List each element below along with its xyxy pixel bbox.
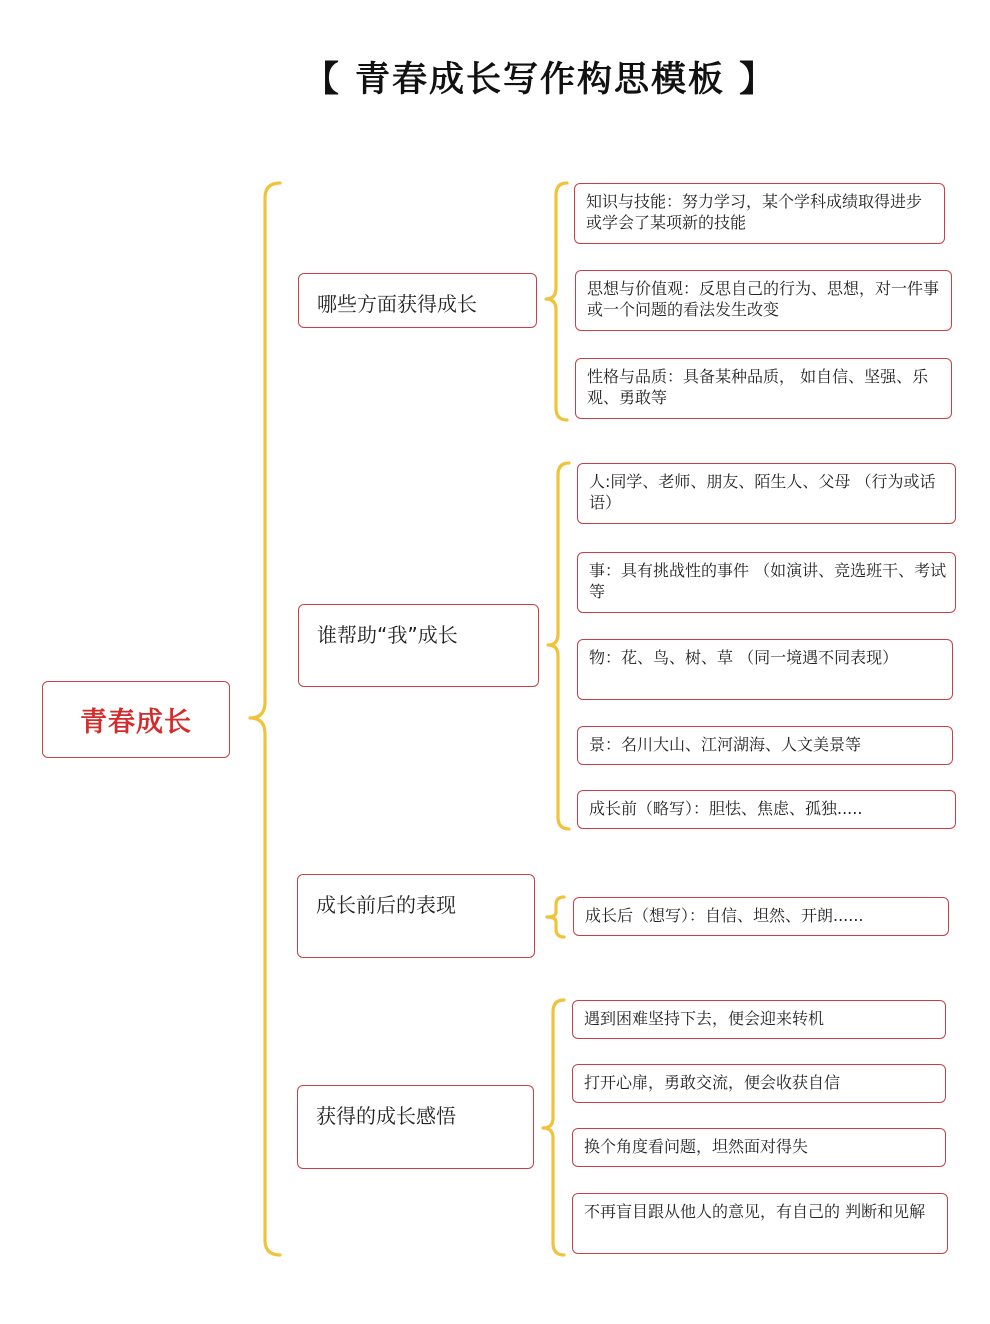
branch-1-bracket — [546, 183, 567, 420]
leaf-text: 性格与品质：具备某种品质， 如自信、坚强、乐观、勇敢等 — [587, 367, 929, 407]
branch-2-bracket — [548, 463, 569, 829]
branch-label: 哪些方面获得成长 — [317, 292, 477, 316]
leaf-new-perspective — [572, 1128, 946, 1167]
branch-label: 成长前后的表现 — [316, 893, 456, 917]
leaf-open-heart — [572, 1064, 946, 1103]
leaf-text: 打开心扉，勇敢交流，便会收获自信 — [584, 1073, 841, 1092]
branch-4-bracket — [543, 1000, 564, 1255]
leaf-people — [577, 463, 956, 524]
leaf-scenery — [577, 726, 953, 765]
page-title: 【 青春成长写作构思模板 】 — [303, 59, 777, 100]
root-label: 青春成长 — [80, 707, 192, 738]
branch-label: 谁帮助“我”成长 — [317, 623, 458, 647]
leaf-text: 知识与技能：努力学习，某个学科成绩取得进步或学会了某项新的技能 — [586, 192, 923, 232]
leaf-things — [577, 639, 953, 700]
branch-node-performance — [297, 874, 535, 958]
branch-3-bracket — [547, 897, 564, 937]
branch-node-aspects — [298, 273, 537, 328]
branch-node-helpers — [298, 604, 539, 687]
leaf-character-quality — [575, 358, 952, 419]
leaf-text: 成长后（想写）：自信、坦然、开朗...... — [585, 906, 864, 925]
leaf-text: 成长前（略写）：胆怯、焦虑、孤独..... — [589, 799, 863, 818]
leaf-events — [577, 552, 956, 613]
leaf-text: 景：名川大山、江河湖海、人文美景等 — [589, 735, 862, 754]
leaf-text: 事：具有挑战性的事件 （如演讲、竞选班干、考试等 — [589, 561, 947, 601]
leaf-text: 物：花、鸟、树、草 （同一境遇不同表现） — [589, 648, 899, 667]
leaf-independent-judgment — [572, 1193, 948, 1254]
leaf-knowledge-skills — [574, 183, 945, 244]
branch-label: 获得的成长感悟 — [316, 1104, 456, 1128]
leaf-thought-values — [575, 270, 952, 331]
leaf-persist — [572, 1000, 946, 1039]
leaf-text: 不再盲目跟从他人的意见，有自己的 判断和见解 — [584, 1202, 926, 1221]
root-bracket — [250, 183, 280, 1255]
leaf-text: 思想与价值观：反思自己的行为、思想，对一件事或一个问题的看法发生改变 — [587, 279, 940, 319]
leaf-after-growth — [573, 897, 949, 936]
leaf-before-growth — [577, 790, 956, 829]
branch-node-insights — [297, 1085, 534, 1169]
leaf-text: 遇到困难坚持下去，便会迎来转机 — [584, 1009, 825, 1028]
leaf-text: 换个角度看问题，坦然面对得失 — [584, 1137, 809, 1156]
root-node — [42, 681, 230, 758]
leaf-text: 人:同学、老师、朋友、陌生人、父母 （行为或话语） — [589, 472, 936, 512]
